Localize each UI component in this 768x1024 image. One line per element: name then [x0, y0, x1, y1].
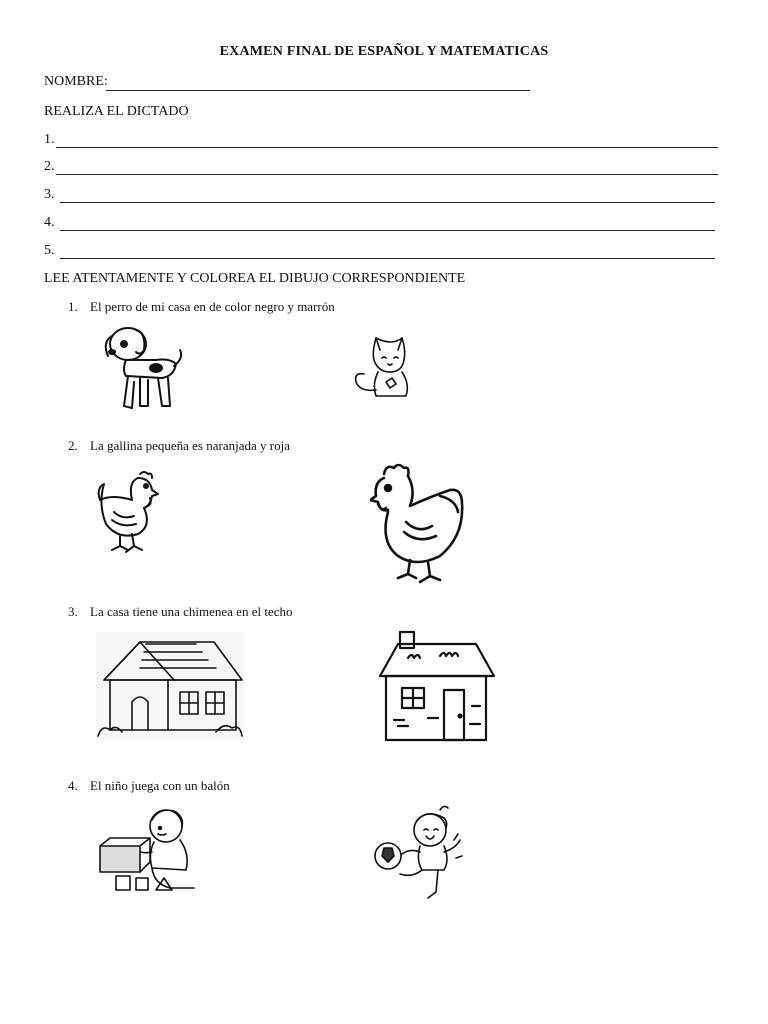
question-3-number: 3.	[68, 604, 78, 619]
page-title: EXAMEN FINAL DE ESPAÑOL Y MATEMATICAS	[219, 44, 549, 59]
dictation-number-3: 3.	[44, 187, 55, 202]
dictation-heading: REALIZA EL DICTADO	[44, 104, 189, 119]
dictation-number-2: 2.	[44, 159, 55, 174]
dog-drawing[interactable]	[100, 322, 190, 417]
big-hen-drawing[interactable]	[370, 460, 466, 586]
house-drawing[interactable]	[96, 632, 244, 740]
question-4-text: El niño juega con un balón	[90, 778, 230, 793]
question-4-number: 4.	[68, 778, 78, 793]
question-2-number: 2.	[68, 438, 78, 453]
dictation-line-4[interactable]	[60, 230, 715, 231]
dictation-line-3[interactable]	[60, 202, 715, 203]
dictation-line-1[interactable]	[56, 147, 718, 148]
name-field-line[interactable]	[106, 90, 530, 91]
reading-heading: LEE ATENTAMENTE Y COLOREA EL DIBUJO CORRESPONDIENTE	[44, 271, 466, 286]
cat-drawing[interactable]	[350, 328, 426, 404]
dictation-number-1: 1.	[44, 132, 55, 147]
dictation-line-5[interactable]	[60, 258, 715, 259]
question-3-text: La casa tiene una chimenea en el techo	[90, 604, 293, 619]
boy-with-blocks-drawing[interactable]	[96, 804, 196, 900]
question-1-number: 1.	[68, 299, 78, 314]
name-label: NOMBRE:	[44, 74, 108, 89]
small-hen-drawing[interactable]	[94, 468, 166, 556]
dictation-number-5: 5.	[44, 243, 55, 258]
house-with-chimney-drawing[interactable]	[378, 630, 496, 742]
dictation-number-4: 4.	[44, 215, 55, 230]
question-1-text: El perro de mi casa en de color negro y marrón	[90, 299, 335, 314]
boy-with-ball-drawing[interactable]	[372, 804, 468, 904]
question-2-text: La gallina pequeña es naranjada y roja	[90, 438, 290, 453]
dictation-line-2[interactable]	[56, 174, 718, 175]
